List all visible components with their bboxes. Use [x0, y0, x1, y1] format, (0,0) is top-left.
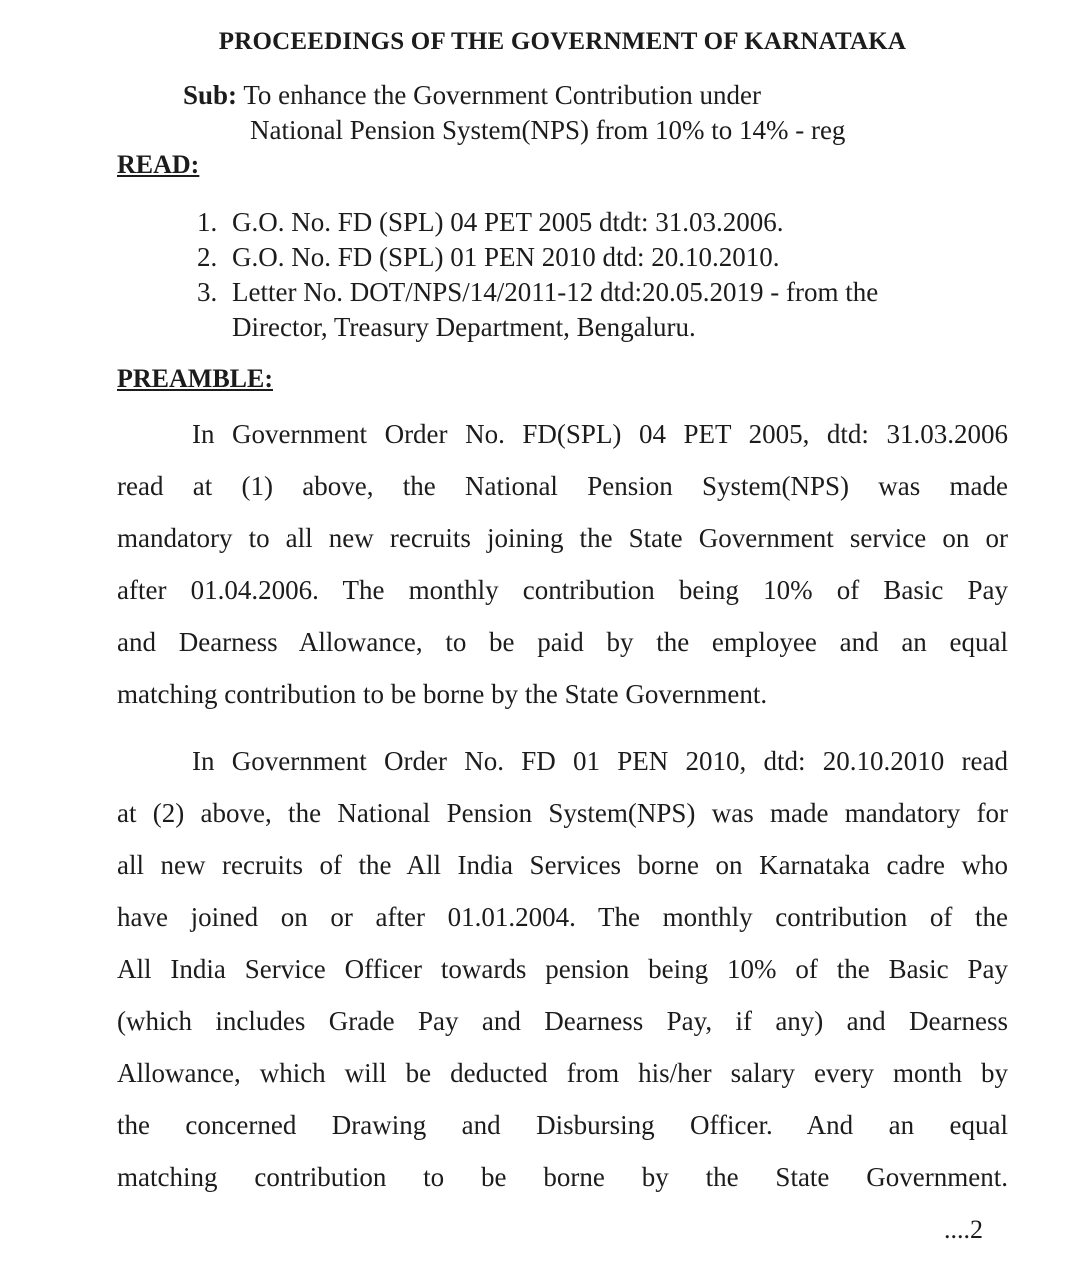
paragraph-line: have joined on or after 01.01.2004. The monthly contribution of the — [117, 902, 1008, 932]
reference-text: Letter No. DOT/NPS/14/2011-12 dtd:20.05.2019 - from the — [232, 277, 879, 307]
subject-line-1 — [183, 80, 761, 111]
reference-text: G.O. No. FD (SPL) 01 PEN 2010 dtd: 20.10.2010. — [232, 242, 780, 272]
paragraph-line: after 01.04.2006. The monthly contribution being 10% of Basic Pay — [117, 575, 1008, 605]
reference-number: 3. — [197, 277, 218, 307]
paragraph-line: the concerned Drawing and Disbursing Officer. And an equal — [117, 1110, 1008, 1140]
preamble-heading: PREAMBLE: — [117, 364, 273, 393]
paragraph-line: (which includes Grade Pay and Dearness Pay, if any) and Dearness — [117, 1006, 1008, 1036]
reference-text-continued: Director, Treasury Department, Bengaluru. — [232, 312, 696, 342]
paragraph-line: all new recruits of the All India Services borne on Karnataka cadre who — [117, 850, 1008, 880]
read-heading: READ: — [117, 150, 200, 179]
paragraph-line: read at (1) above, the National Pension System(NPS) was made — [117, 471, 1008, 501]
reference-item — [197, 277, 878, 308]
subject-label: Sub: — [183, 80, 238, 110]
paragraph-line: matching contribution to be borne by the State Government. — [117, 679, 768, 709]
paragraph-line: matching contribution to be borne by the State Government. — [117, 1162, 1008, 1192]
paragraph-line: mandatory to all new recruits joining the State Government service on or — [117, 523, 1008, 553]
reference-item — [197, 207, 784, 238]
paragraph-line: In Government Order No. FD(SPL) 04 PET 2005, dtd: 31.03.2006 — [192, 419, 1008, 449]
reference-text: G.O. No. FD (SPL) 04 PET 2005 dtdt: 31.03.2006. — [232, 207, 784, 237]
reference-number: 1. — [197, 207, 218, 237]
subject-text: To enhance the Government Contribution under — [243, 80, 762, 110]
paragraph-line: All India Service Officer towards pension being 10% of the Basic Pay — [117, 954, 1008, 984]
reference-item — [197, 242, 780, 273]
paragraph-line: at (2) above, the National Pension System(NPS) was made mandatory for — [117, 798, 1008, 828]
page-continuation: ....2 — [944, 1215, 983, 1244]
paragraph-line: Allowance, which will be deducted from his/her salary every month by — [117, 1058, 1008, 1088]
paragraph-line: and Dearness Allowance, to be paid by the employee and an equal — [117, 627, 1008, 657]
paragraph-line: In Government Order No. FD 01 PEN 2010, dtd: 20.10.2010 read — [192, 746, 1008, 776]
document-title: PROCEEDINGS OF THE GOVERNMENT OF KARNATAKA — [218, 28, 907, 55]
reference-number: 2. — [197, 242, 218, 272]
subject-line-2: National Pension System(NPS) from 10% to 14% - reg — [250, 115, 846, 145]
